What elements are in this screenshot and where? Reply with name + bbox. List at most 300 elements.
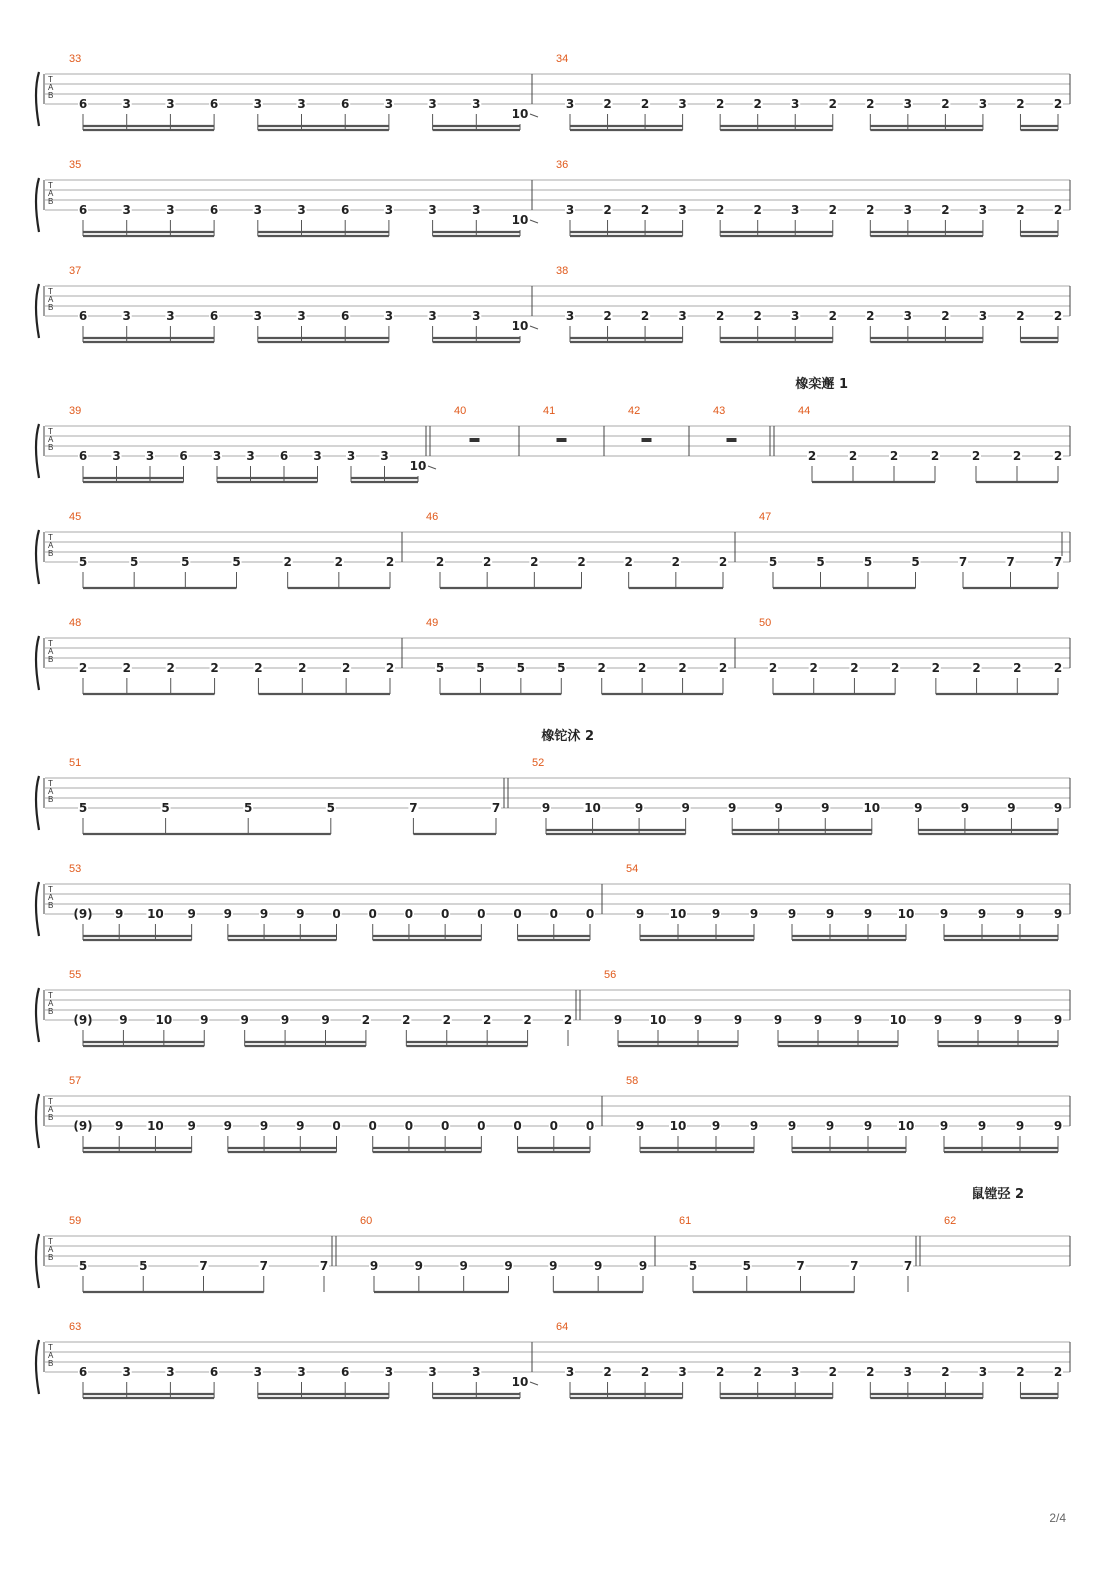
fret-number: 2	[972, 661, 981, 675]
tab-clef-letter: B	[48, 1359, 54, 1368]
fret-number: 2	[482, 555, 492, 569]
fret-number: 3	[978, 309, 988, 323]
fret-number: 5	[816, 555, 825, 569]
tab-clef-letter: T	[48, 991, 53, 1000]
fret-number: (9)	[73, 1119, 93, 1133]
system-bracket	[36, 530, 39, 584]
fret-number: 3	[472, 203, 481, 217]
measure-number: 58	[626, 1075, 639, 1087]
fret-number: 9	[635, 1119, 645, 1133]
fret-number: 0	[404, 907, 414, 921]
fret-number: 9	[821, 801, 830, 815]
fret-number: 5	[78, 1259, 88, 1273]
fret-number: 9	[933, 1013, 943, 1027]
system-bracket	[36, 1094, 39, 1148]
fret-number: 9	[280, 1013, 290, 1027]
fret-number: (9)	[73, 1013, 93, 1027]
fret-number: 3	[166, 97, 175, 111]
fret-number: 6	[209, 1365, 219, 1379]
fret-number: 3	[253, 97, 262, 111]
fret-number: 2	[718, 555, 728, 569]
fret-number: 0	[440, 1119, 450, 1133]
measure-number: 44	[798, 405, 811, 417]
fret-number: 2	[1053, 203, 1063, 217]
fret-number: 9	[1053, 907, 1063, 921]
measure-number: 61	[679, 1215, 692, 1227]
fret-number: 3	[678, 1365, 687, 1379]
measure-number: 51	[69, 757, 82, 769]
fret-number: 2	[828, 309, 837, 323]
fret-number: 9	[977, 907, 987, 921]
tab-clef-letter: A	[48, 295, 54, 304]
fret-number: 2	[577, 555, 586, 569]
fret-number: 9	[863, 907, 873, 921]
slide-mark	[530, 220, 538, 223]
measure-number: 43	[713, 405, 726, 417]
fret-number: 2	[640, 309, 650, 323]
fret-number: 2	[941, 1365, 950, 1379]
fret-number: 10	[511, 213, 529, 227]
slide-mark	[530, 1382, 538, 1385]
fret-number: 3	[384, 97, 394, 111]
tab-system	[36, 53, 1070, 130]
tab-clef-letter: A	[48, 83, 54, 92]
fret-number: 3	[472, 309, 481, 323]
fret-number: 9	[825, 1119, 835, 1133]
fret-number: 7	[1006, 555, 1015, 569]
fret-number: 2	[334, 555, 344, 569]
fret-number: 2	[753, 97, 762, 111]
fret-number: 9	[187, 1119, 196, 1133]
fret-number: 3	[791, 1365, 800, 1379]
fret-number: 3	[428, 309, 437, 323]
measure-number: 49	[426, 617, 439, 629]
fret-number: 7	[1053, 555, 1063, 569]
fret-number: 9	[977, 1119, 987, 1133]
fret-number: 9	[223, 907, 233, 921]
fret-number: 9	[1053, 1013, 1063, 1027]
fret-number: 2	[941, 309, 950, 323]
fret-number: 3	[122, 309, 131, 323]
fret-number: 3	[978, 203, 988, 217]
fret-number: 3	[565, 1365, 575, 1379]
fret-number: 2	[848, 449, 858, 463]
fret-number: 7	[199, 1259, 208, 1273]
fret-number: 3	[565, 97, 575, 111]
fret-number: 2	[402, 1013, 411, 1027]
fret-number: 3	[297, 1365, 306, 1379]
fret-number: 3	[253, 203, 262, 217]
fret-number: 2	[890, 661, 900, 675]
fret-number: 3	[313, 449, 322, 463]
fret-number: 3	[145, 449, 155, 463]
fret-number: 2	[866, 309, 875, 323]
fret-number: 9	[773, 1013, 783, 1027]
measure-number: 60	[360, 1215, 373, 1227]
fret-number: 3	[297, 203, 306, 217]
fret-number: 3	[978, 97, 988, 111]
fret-number: 3	[297, 97, 306, 111]
fret-number: 9	[119, 1013, 128, 1027]
tab-clef-letter: A	[48, 647, 54, 656]
fret-number: 10	[511, 1375, 529, 1389]
fret-number: 9	[459, 1259, 468, 1273]
whole-rest	[727, 438, 737, 442]
measure-number: 57	[69, 1075, 82, 1087]
fret-number: 2	[254, 661, 263, 675]
system-bracket	[36, 424, 39, 478]
fret-number: 2	[671, 555, 681, 569]
fret-number: 2	[941, 203, 950, 217]
fret-number: 2	[828, 97, 837, 111]
fret-number: 3	[246, 449, 255, 463]
fret-number: 2	[1016, 97, 1025, 111]
fret-number: 3	[112, 449, 121, 463]
fret-number: 2	[1053, 1365, 1063, 1379]
fret-number: 10	[897, 907, 915, 921]
fret-number: 9	[939, 1119, 949, 1133]
fret-number: 9	[939, 907, 949, 921]
fret-number: 2	[753, 309, 762, 323]
fret-number: 3	[122, 203, 131, 217]
measure-number: 41	[543, 405, 556, 417]
fret-number: 3	[678, 97, 687, 111]
fret-number: 6	[341, 203, 350, 217]
fret-number: 6	[78, 449, 88, 463]
fret-number: 3	[384, 203, 394, 217]
fret-number: 3	[122, 97, 131, 111]
fret-number: 2	[828, 203, 837, 217]
fret-number: 6	[209, 203, 219, 217]
fret-number: 2	[866, 203, 875, 217]
tab-system	[36, 969, 1070, 1046]
whole-rest	[642, 438, 652, 442]
fret-number: 10	[511, 107, 529, 121]
fret-number: 3	[212, 449, 222, 463]
fret-number: 9	[749, 1119, 759, 1133]
fret-number: 5	[78, 801, 88, 815]
fret-number: 2	[385, 555, 395, 569]
fret-number: 2	[640, 1365, 650, 1379]
fret-number: 9	[1053, 1119, 1063, 1133]
system-bracket	[36, 882, 39, 936]
system-bracket	[36, 72, 39, 126]
fret-number: 9	[593, 1259, 603, 1273]
fret-number: 0	[440, 907, 450, 921]
fret-number: 3	[565, 309, 575, 323]
fret-number: 3	[903, 97, 913, 111]
tab-clef-letter: B	[48, 443, 54, 452]
fret-number: 2	[678, 661, 687, 675]
fret-number: 2	[563, 1013, 573, 1027]
tab-system	[36, 1186, 1070, 1292]
fret-number: 2	[603, 309, 612, 323]
fret-number: 3	[384, 1365, 394, 1379]
whole-rest	[470, 438, 480, 442]
fret-number: 2	[523, 1013, 532, 1027]
fret-number: 9	[414, 1259, 424, 1273]
tab-clef-letter: A	[48, 1245, 54, 1254]
fret-number: 2	[809, 661, 818, 675]
section-label: 橡栾邂 1	[795, 377, 848, 392]
fret-number: 9	[1013, 1013, 1023, 1027]
fret-number: 9	[693, 1013, 703, 1027]
fret-number: 2	[807, 449, 817, 463]
slide-mark	[428, 466, 436, 469]
fret-number: 3	[253, 1365, 262, 1379]
fret-number: 9	[711, 907, 721, 921]
fret-number: 2	[530, 555, 539, 569]
tab-clef-letter: B	[48, 1007, 54, 1016]
measure-number: 63	[69, 1321, 82, 1333]
tab-clef-letter: A	[48, 893, 54, 902]
fret-number: 2	[715, 97, 725, 111]
fret-number: 0	[549, 1119, 558, 1133]
tab-system	[36, 1075, 1070, 1152]
tab-system	[36, 265, 1070, 342]
fret-number: 9	[541, 801, 551, 815]
fret-number: 3	[903, 1365, 913, 1379]
fret-number: 9	[634, 801, 644, 815]
fret-number: 10	[897, 1119, 915, 1133]
fret-number: 10	[889, 1013, 907, 1027]
fret-number: 9	[813, 1013, 823, 1027]
fret-number: 2	[78, 661, 88, 675]
fret-number: 2	[1013, 661, 1022, 675]
fret-number: 6	[78, 203, 88, 217]
tab-clef-letter: A	[48, 999, 54, 1008]
fret-number: 2	[361, 1013, 371, 1027]
fret-number: 0	[332, 1119, 341, 1133]
fret-number: 10	[155, 1013, 173, 1027]
fret-number: 2	[442, 1013, 451, 1027]
fret-number: 7	[850, 1259, 859, 1273]
fret-number: 2	[385, 661, 395, 675]
fret-number: 9	[223, 1119, 233, 1133]
fret-number: 2	[637, 661, 647, 675]
fret-number: 2	[768, 661, 778, 675]
fret-number: 3	[678, 203, 687, 217]
fret-number: 10	[511, 319, 529, 333]
fret-number: 5	[768, 555, 778, 569]
fret-number: 5	[863, 555, 873, 569]
fret-number: 9	[787, 1119, 797, 1133]
fret-number: 2	[715, 1365, 725, 1379]
fret-number: 5	[326, 801, 335, 815]
page-number: 2/4	[1049, 1511, 1066, 1525]
fret-number: 2	[718, 661, 728, 675]
measure-number: 62	[944, 1215, 957, 1227]
fret-number: 9	[635, 907, 645, 921]
fret-number: 9	[914, 801, 923, 815]
section-label: 橡铊沭 2	[541, 729, 594, 744]
whole-rest	[557, 438, 567, 442]
fret-number: 9	[187, 907, 196, 921]
tab-system	[36, 728, 1070, 834]
fret-number: (9)	[73, 907, 93, 921]
fret-number: 5	[476, 661, 485, 675]
fret-number: 9	[787, 907, 797, 921]
fret-number: 10	[669, 1119, 687, 1133]
fret-number: 7	[319, 1259, 329, 1273]
fret-number: 2	[850, 661, 859, 675]
fret-number: 0	[368, 1119, 377, 1133]
tab-system	[36, 159, 1070, 236]
fret-number: 2	[298, 661, 307, 675]
fret-number: 10	[584, 801, 601, 815]
fret-number: 9	[863, 1119, 873, 1133]
system-bracket	[36, 988, 39, 1042]
fret-number: 6	[179, 449, 188, 463]
fret-number: 2	[482, 1013, 492, 1027]
fret-number: 9	[549, 1259, 558, 1273]
tab-clef-letter: T	[48, 1343, 53, 1352]
tab-clef-letter: B	[48, 91, 54, 100]
fret-number: 2	[624, 555, 633, 569]
fret-number: 3	[472, 1365, 481, 1379]
fret-number: 2	[1053, 309, 1063, 323]
fret-number: 5	[911, 555, 920, 569]
system-bracket	[36, 284, 39, 338]
system-bracket	[36, 1234, 39, 1288]
fret-number: 2	[1053, 97, 1063, 111]
fret-number: 5	[516, 661, 526, 675]
fret-number: 9	[240, 1013, 249, 1027]
fret-number: 9	[115, 1119, 124, 1133]
tab-clef-letter: T	[48, 639, 53, 648]
fret-number: 3	[297, 309, 306, 323]
tab-clef-letter: A	[48, 541, 54, 550]
fret-number: 2	[828, 1365, 837, 1379]
tab-system	[36, 511, 1070, 588]
fret-number: 3	[428, 97, 437, 111]
fret-number: 9	[774, 801, 783, 815]
tab-system	[36, 1321, 1070, 1398]
fret-number: 3	[253, 309, 262, 323]
fret-number: 10	[649, 1013, 667, 1027]
tab-system	[36, 617, 1070, 694]
fret-number: 2	[1053, 661, 1063, 675]
measure-number: 38	[556, 265, 569, 277]
measure-number: 35	[69, 159, 82, 171]
fret-number: 0	[513, 1119, 522, 1133]
tab-clef-letter: T	[48, 1097, 53, 1106]
tab-clef-letter: T	[48, 533, 53, 542]
measure-number: 56	[604, 969, 617, 981]
fret-number: 7	[491, 801, 501, 815]
measure-number: 36	[556, 159, 569, 171]
fret-number: 9	[960, 801, 970, 815]
fret-number: 6	[78, 309, 88, 323]
fret-number: 0	[368, 907, 377, 921]
fret-number: 5	[742, 1259, 751, 1273]
fret-number: 5	[129, 555, 139, 569]
fret-number: 3	[791, 203, 800, 217]
fret-number: 9	[728, 801, 737, 815]
fret-number: 9	[321, 1013, 330, 1027]
fret-number: 2	[341, 661, 351, 675]
tab-clef-letter: B	[48, 1253, 54, 1262]
fret-number: 2	[753, 1365, 762, 1379]
section-label: 鼠镗弪 2	[971, 1187, 1024, 1202]
measure-number: 34	[556, 53, 569, 65]
fret-number: 2	[640, 203, 650, 217]
tab-clef-letter: A	[48, 1351, 54, 1360]
fret-number: 9	[115, 907, 124, 921]
fret-number: 0	[549, 907, 558, 921]
measure-number: 47	[759, 511, 772, 523]
fret-number: 2	[715, 309, 725, 323]
tab-clef-letter: B	[48, 303, 54, 312]
fret-number: 5	[232, 555, 241, 569]
fret-number: 9	[259, 1119, 269, 1133]
fret-number: 3	[122, 1365, 131, 1379]
fret-number: 3	[166, 309, 175, 323]
fret-number: 7	[903, 1259, 913, 1273]
fret-number: 2	[640, 97, 650, 111]
fret-number: 3	[565, 203, 575, 217]
slide-mark	[530, 114, 538, 117]
fret-number: 7	[259, 1259, 268, 1273]
fret-number: 0	[404, 1119, 414, 1133]
system-bracket	[36, 776, 39, 830]
fret-number: 7	[958, 555, 968, 569]
tab-system	[36, 376, 1070, 482]
fret-number: 9	[681, 801, 690, 815]
fret-number: 0	[585, 1119, 595, 1133]
fret-number: 3	[166, 203, 175, 217]
tab-clef-letter: B	[48, 795, 54, 804]
fret-number: 5	[435, 661, 445, 675]
fret-number: 10	[669, 907, 687, 921]
tab-clef-letter: T	[48, 1237, 53, 1246]
fret-number: 10	[863, 801, 881, 815]
fret-number: 3	[384, 309, 394, 323]
fret-number: 6	[209, 309, 219, 323]
measure-number: 55	[69, 969, 82, 981]
tab-clef-letter: A	[48, 1105, 54, 1114]
fret-number: 5	[139, 1259, 148, 1273]
fret-number: 3	[346, 449, 356, 463]
fret-number: 0	[477, 907, 486, 921]
tab-clef-letter: B	[48, 197, 54, 206]
fret-number: 6	[341, 309, 350, 323]
fret-number: 9	[1007, 801, 1016, 815]
fret-number: 3	[978, 1365, 988, 1379]
tab-clef-letter: T	[48, 427, 53, 436]
fret-number: 2	[931, 661, 941, 675]
fret-number: 6	[341, 1365, 350, 1379]
fret-number: 9	[200, 1013, 209, 1027]
measure-number: 46	[426, 511, 439, 523]
fret-number: 9	[296, 1119, 305, 1133]
fret-number: 3	[166, 1365, 175, 1379]
measure-number: 39	[69, 405, 82, 417]
fret-number: 2	[930, 449, 940, 463]
tab-clef-letter: T	[48, 779, 53, 788]
fret-number: 3	[428, 203, 437, 217]
fret-number: 5	[78, 555, 88, 569]
fret-number: 2	[866, 1365, 875, 1379]
tab-clef-letter: T	[48, 75, 53, 84]
tab-clef-letter: T	[48, 287, 53, 296]
fret-number: 10	[147, 907, 164, 921]
measure-number: 52	[532, 757, 545, 769]
fret-number: 9	[825, 907, 835, 921]
measure-number: 59	[69, 1215, 82, 1227]
fret-number: 3	[903, 203, 913, 217]
fret-number: 2	[889, 449, 899, 463]
